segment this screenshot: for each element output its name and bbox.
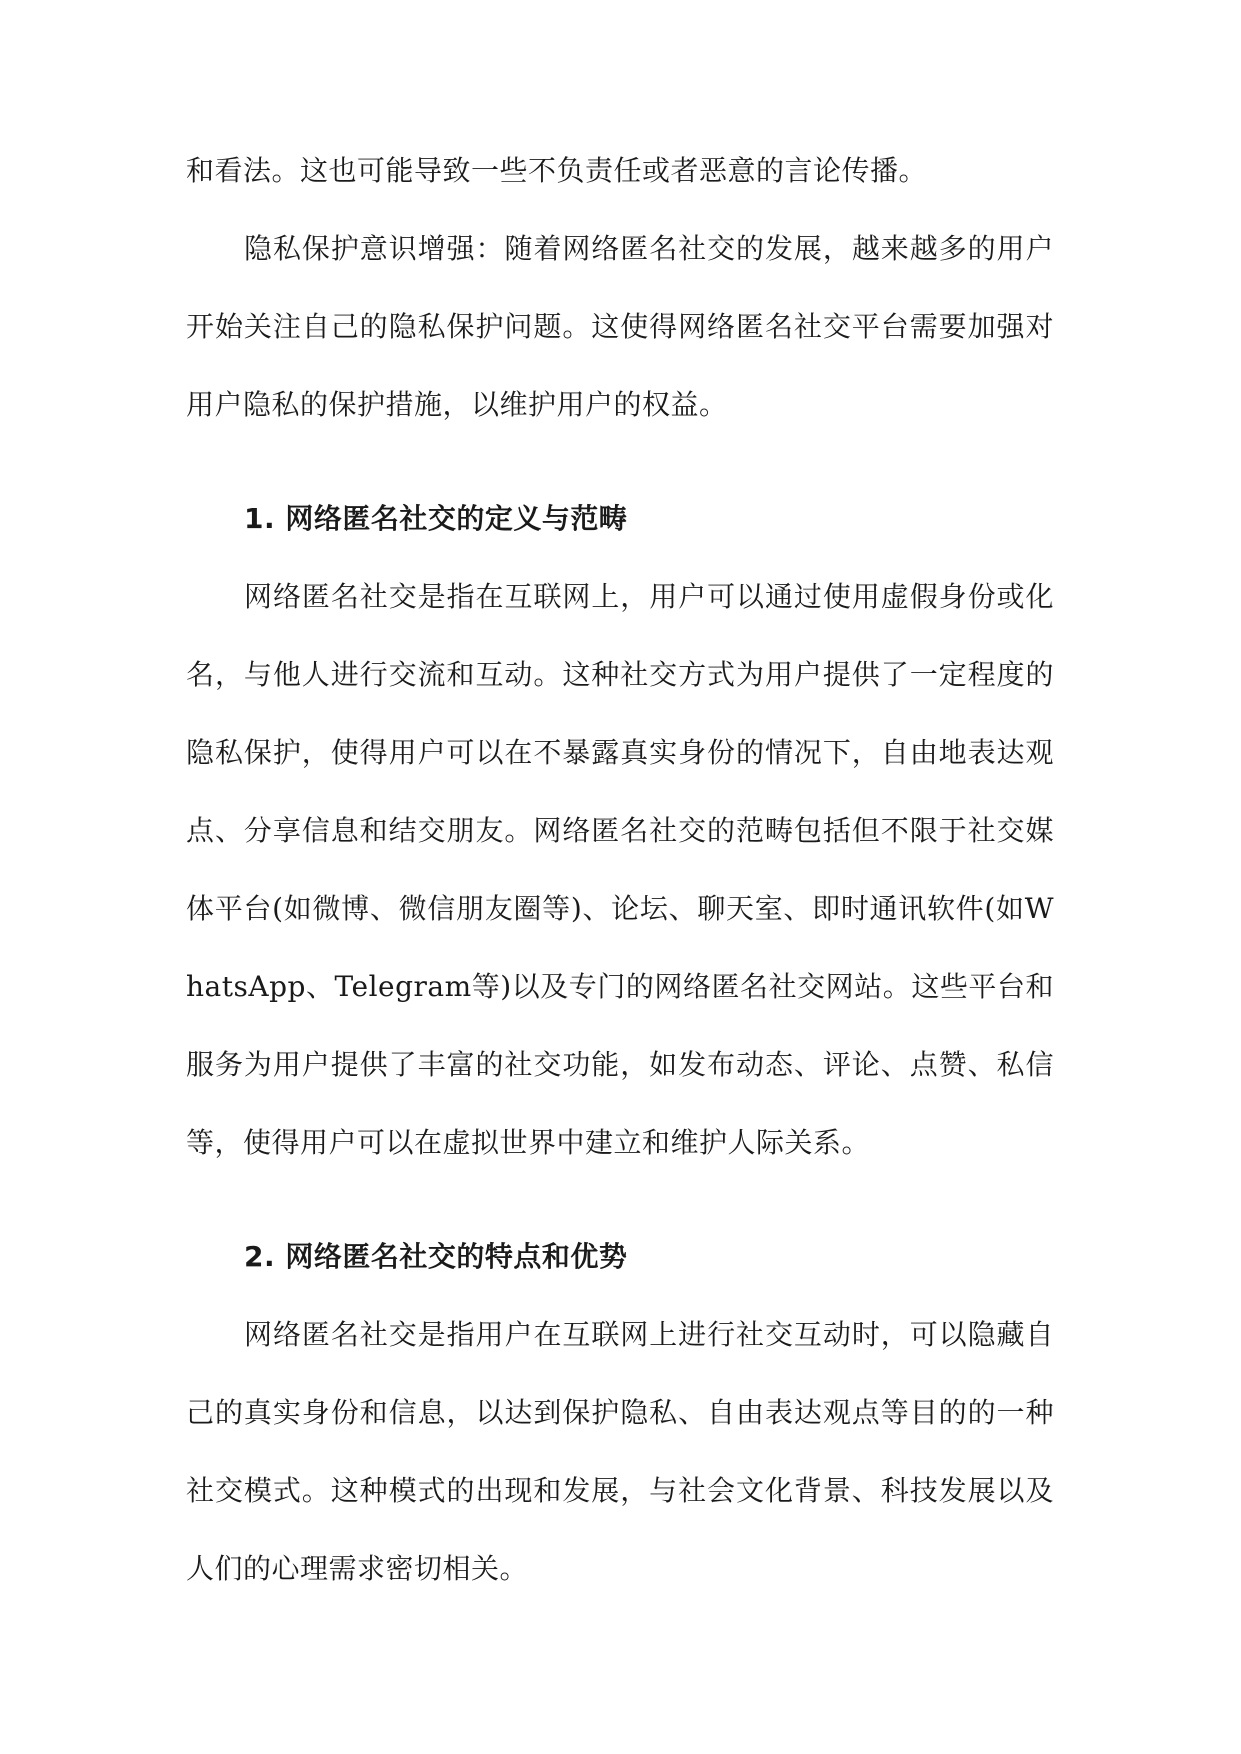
section-1-heading: 1. 网络匿名社交的定义与范畴 xyxy=(244,502,628,535)
spacer xyxy=(186,1182,1054,1218)
section-2-heading: 2. 网络匿名社交的特点和优势 xyxy=(244,1240,628,1273)
intro-continuation-paragraph: 和看法。这也可能导致一些不负责任或者恶意的言论传播。 xyxy=(186,154,928,187)
privacy-paragraph: 隐私保护意识增强：随着网络匿名社交的发展，越来越多的用户开始关注自己的隐私保护问题。这使得网络匿名社交平台需要加强对用户隐私的保护措施，以维护用户的权益。 xyxy=(186,232,1054,421)
section-1-body: 网络匿名社交是指在互联网上，用户可以通过使用虚假身份或化名，与他人进行交流和互动。这种社交方式为用户提供了一定程度的隐私保护，使得用户可以在不暴露真实身份的情况下，自由地表达观点、分享信息和结交朋友。网络匿名社交的范畴包括但不限于社交媒体平台(如微博、微信朋友圈等)、论坛、聊天室、即时通讯软件(如WhatsApp、Telegram等)以及专门的网络匿名社交网站。这些平台和服务为用户提供了丰富的社交功能，如发布动态、评论、点赞、私信等，使得用户可以在虚拟世界中建立和维护人际关系。 xyxy=(186,580,1054,1159)
section-2-body: 网络匿名社交是指用户在互联网上进行社交互动时，可以隐藏自己的真实身份和信息，以达到保护隐私、自由表达观点等目的的一种社交模式。这种模式的出现和发展，与社会文化背景、科技发展以及人们的心理需求密切相关。 xyxy=(186,1318,1054,1585)
spacer xyxy=(186,444,1054,480)
text-column xyxy=(186,132,1054,1608)
